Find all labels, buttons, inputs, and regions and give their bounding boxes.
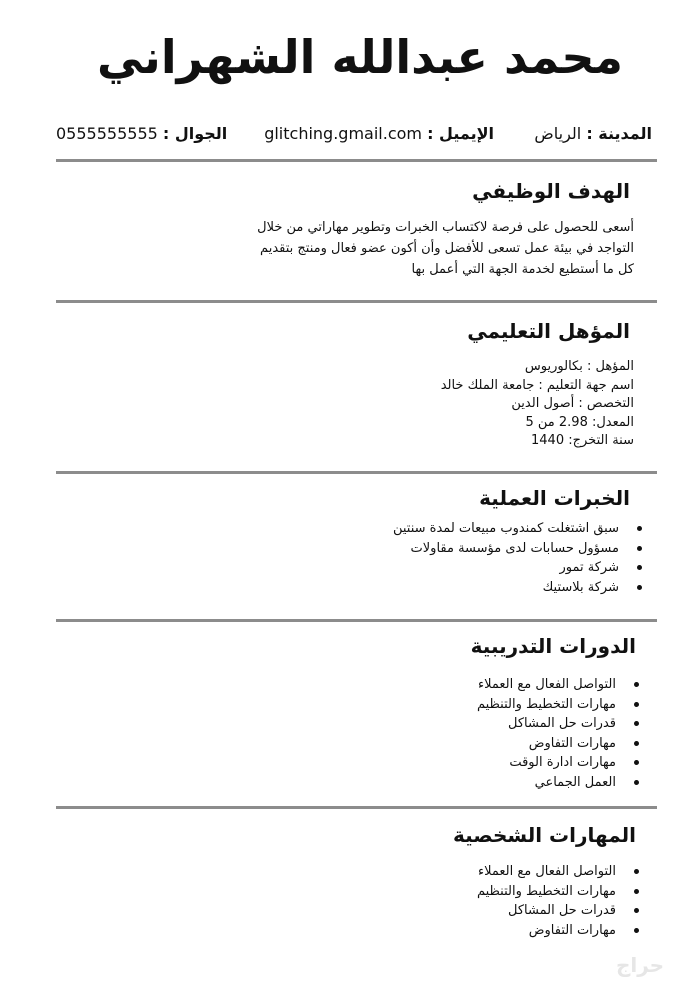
education-details	[441, 358, 634, 451]
section-divider	[56, 300, 657, 303]
skills-title: المهارات الشخصية	[452, 823, 636, 847]
list-item: مسؤول حسابات لدى مؤسسة مقاولات	[393, 539, 647, 559]
watermark-logo: حراج	[615, 953, 665, 977]
education-line: سنة التخرج: 1440	[531, 433, 634, 448]
list-item: مهارات التفاوض	[477, 734, 644, 754]
education-line: التخصص : أصول الدين	[511, 396, 634, 411]
skills-list	[477, 862, 644, 940]
courses-list	[477, 675, 644, 792]
email-info	[264, 120, 494, 148]
email-value: glitching.gmail.com	[264, 124, 422, 143]
list-item: سبق اشتغلت كمندوب مبيعات لمدة سنتين	[393, 519, 647, 539]
list-item: شركة تمور	[393, 558, 647, 578]
list-item: شركة بلاستيك	[393, 578, 647, 598]
courses-title: الدورات التدريبية	[470, 634, 636, 658]
city-info	[534, 120, 652, 148]
objective-line: أسعى للحصول على فرصة لاكتساب الخبرات وتطوير مهاراتي من خلال	[257, 220, 634, 235]
section-divider	[56, 471, 657, 474]
contact-info	[56, 120, 652, 148]
list-item: العمل الجماعي	[477, 773, 644, 793]
objective-title: الهدف الوظيفي	[472, 179, 630, 203]
objective-text	[234, 217, 634, 280]
education-title: المؤهل التعليمي	[467, 319, 630, 343]
city-value: الرياض	[534, 124, 582, 143]
list-item: مهارات ادارة الوقت	[477, 753, 644, 773]
applicant-name: محمد عبدالله الشهراني	[97, 30, 623, 84]
objective-line: التواجد في بيئة عمل تسعى للأفضل وأن أكون عضو فعال ومنتج بتقديم	[260, 241, 634, 256]
education-line: المؤهل : بكالوريوس	[524, 359, 634, 374]
email-label: الإيميل :	[427, 124, 494, 143]
education-line: اسم جهة التعليم : جامعة الملك خالد	[440, 377, 634, 393]
phone-value: 0555555555	[56, 124, 158, 143]
section-divider	[56, 806, 657, 809]
section-divider	[56, 159, 657, 162]
list-item: قدرات حل المشاكل	[477, 901, 644, 921]
list-item: التواصل الفعال مع العملاء	[477, 675, 644, 695]
phone-info	[56, 120, 227, 148]
experience-list	[393, 519, 647, 597]
list-item: قدرات حل المشاكل	[477, 714, 644, 734]
list-item: مهارات التخطيط والتنظيم	[477, 882, 644, 902]
city-label: المدينة :	[586, 124, 652, 143]
list-item: مهارات التخطيط والتنظيم	[477, 695, 644, 715]
section-divider	[56, 619, 657, 622]
objective-line: كل ما أستطيع لخدمة الجهة التي أعمل بها	[411, 262, 634, 277]
education-line: المعدل: 2.98 من 5	[525, 414, 634, 430]
list-item: مهارات التفاوض	[477, 921, 644, 941]
experience-title: الخبرات العملية	[479, 486, 630, 510]
list-item: التواصل الفعال مع العملاء	[477, 862, 644, 882]
phone-label: الجوال :	[162, 124, 228, 143]
